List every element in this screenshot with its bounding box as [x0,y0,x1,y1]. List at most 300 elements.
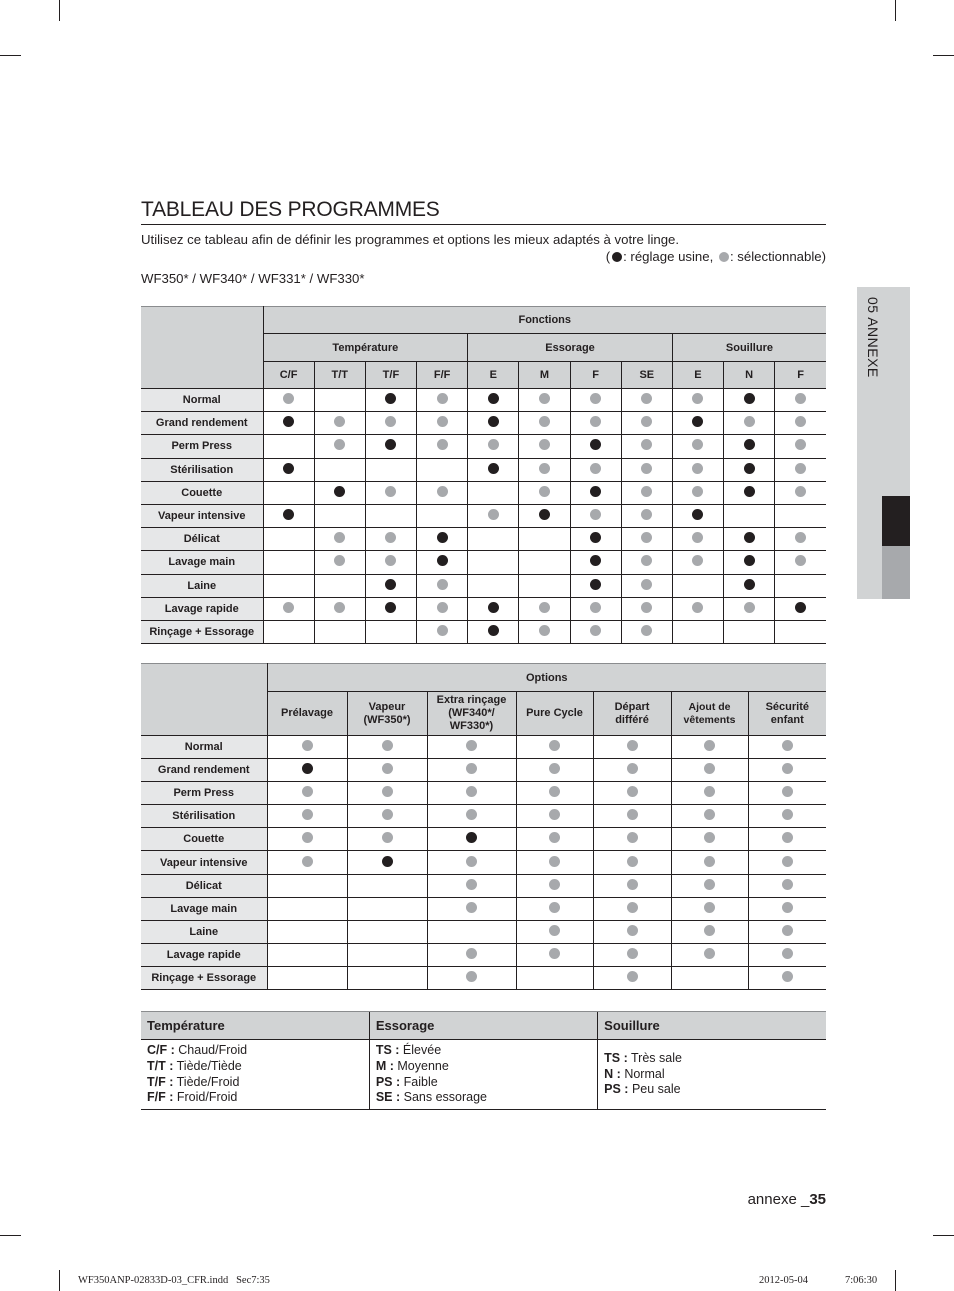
model-list: WF350* / WF340* / WF331* / WF330* [141,271,365,286]
table-row [141,551,826,574]
table-cell [365,435,416,458]
selectable-dot-icon [704,832,715,843]
factory-setting-dot-icon [437,555,448,566]
table-cell [314,412,365,435]
table-cell [468,574,519,597]
key-code: C/F : [147,1043,175,1058]
table-cell [263,481,314,504]
column-header: T/F [365,362,416,389]
table-cell [570,389,621,412]
selectable-dot-icon [539,625,550,636]
program-label: Délicat [141,874,267,897]
factory-setting-dot-icon [744,486,755,497]
factory-setting-dot-icon [466,832,477,843]
table-cell [724,574,775,597]
selectable-dot-icon [466,809,477,820]
selectable-dot-icon [466,786,477,797]
table-cell [468,597,519,620]
table-cell [671,943,748,966]
table-cell [621,528,672,551]
table-cell [775,528,826,551]
table-cell [347,782,427,805]
table-cell [671,966,748,989]
factory-setting-dot-icon [539,509,550,520]
table-cell [748,805,826,828]
key-code: M : [375,1058,394,1073]
table-cell [593,943,671,966]
table-cell [516,920,593,943]
key-header-temperature: Température [141,1012,369,1040]
table-cell [519,597,570,620]
table-cell [267,828,347,851]
factory-setting-dot-icon [385,393,396,404]
key-meaning: Chaud/Froid [178,1043,248,1058]
table-row [141,597,826,620]
table-cell [516,966,593,989]
column-header: F [775,362,826,389]
table-row [141,920,826,943]
table-cell [267,966,347,989]
table-row [141,782,826,805]
program-label: Laine [141,574,263,597]
selectable-dot-icon [437,602,448,613]
table-cell [593,874,671,897]
key-meaning: Normal [624,1066,665,1081]
crop-mark [59,1270,60,1291]
crop-mark [933,1235,954,1236]
table-cell [516,943,593,966]
selectable-dot-icon [641,532,652,543]
factory-setting-dot-icon [334,486,345,497]
key-meaning: Peu sale [631,1082,681,1097]
selectable-dot-icon [549,763,560,774]
program-label: Rinçage + Essorage [141,620,263,643]
selectable-dot-icon [641,555,652,566]
table-cell [427,966,516,989]
key-code: PS : [375,1074,401,1089]
table-row [141,435,826,458]
table-cell [519,412,570,435]
key-entry [147,1059,363,1075]
functions-body [141,389,826,644]
table-cell [427,736,516,759]
selectable-dot-icon [549,856,560,867]
table-cell [427,920,516,943]
selectable-dot-icon [539,393,550,404]
key-column [598,1040,826,1110]
selectable-dot-icon [692,602,703,613]
table-row [141,528,826,551]
selectable-dot-icon [382,809,393,820]
table-corner [141,307,263,389]
factory-setting-dot-icon [488,416,499,427]
table-cell [427,759,516,782]
key-column [369,1040,597,1110]
factory-setting-dot-icon [692,509,703,520]
table-cell [724,504,775,527]
factory-setting-dot-icon [744,555,755,566]
factory-setting-dot-icon [283,416,294,427]
selectable-dot-icon [437,439,448,450]
key-header-souillure: Souillure [598,1012,826,1040]
table-cell [621,435,672,458]
table-cell [672,574,723,597]
table-cell [468,389,519,412]
selectable-dot-icon [782,763,793,774]
table-row [141,412,826,435]
selectable-dot-icon [782,925,793,936]
page-title: TABLEAU DES PROGRAMMES [141,198,826,225]
table-row [141,759,826,782]
table-cell [516,782,593,805]
group-header-essorage: Essorage [468,334,673,362]
selectable-dot-icon [385,416,396,427]
key-entry [604,1067,820,1083]
key-entry [376,1043,591,1059]
table-cell [347,920,427,943]
table-cell [748,828,826,851]
factory-setting-dot-icon [590,532,601,543]
functions-table [141,306,826,644]
table-cell [570,551,621,574]
selectable-dot-icon [704,740,715,751]
table-cell [672,528,723,551]
factory-setting-dot-icon [488,602,499,613]
selectable-dot-icon [549,925,560,936]
selectable-dot-icon [627,856,638,867]
slug-date: 2012-05-04 [759,1275,808,1286]
table-cell [516,874,593,897]
key-meaning: Élevée [402,1043,442,1058]
table-cell [347,805,427,828]
table-cell [263,574,314,597]
column-header: SE [621,362,672,389]
table-cell [775,481,826,504]
table-cell [621,458,672,481]
table-cell [748,759,826,782]
selectable-dot-icon [782,879,793,890]
selectable-dot-icon [302,832,313,843]
key-meaning: Tiède/Tiède [176,1058,242,1073]
crop-mark [933,55,954,56]
table-cell [570,574,621,597]
table-cell [347,943,427,966]
table-cell [671,897,748,920]
table-cell [427,805,516,828]
selectable-dot-icon [744,602,755,613]
program-label: Stérilisation [141,458,263,481]
factory-setting-dot-icon [590,439,601,450]
factory-setting-dot-icon [488,625,499,636]
program-label: Vapeur intensive [141,851,267,874]
table-cell [519,458,570,481]
selectable-dot-icon [627,948,638,959]
section-tab-strip [882,546,910,599]
table-cell [593,782,671,805]
factory-setting-dot-icon [590,555,601,566]
table-cell [468,620,519,643]
table-cell [570,481,621,504]
selectable-dot-icon [283,393,294,404]
selectable-dot-icon [466,740,477,751]
table-cell [417,620,468,643]
section-tab-label: 05 ANNEXE [865,297,881,378]
table-cell [672,412,723,435]
table-cell [519,574,570,597]
selectable-dot-icon [590,602,601,613]
selectable-dot-icon [641,463,652,474]
selectable-dot-icon [627,902,638,913]
table-cell [263,458,314,481]
table-cell [427,851,516,874]
options-header: Options [267,664,826,692]
selectable-dot-icon [466,948,477,959]
table-cell [671,828,748,851]
table-cell [748,736,826,759]
key-code: N : [604,1066,621,1081]
column-header: E [672,362,723,389]
table-cell [417,458,468,481]
table-cell [672,458,723,481]
option-column-header: Sécurité enfant [748,692,826,736]
selectable-dot-icon [549,809,560,820]
slug-file: WF350ANP-02833D-03_CFR.indd Sec7:35 [78,1275,270,1286]
table-cell [593,966,671,989]
selectable-dot-icon [382,832,393,843]
group-header-temperature: Température [263,334,468,362]
selectable-dot-icon [641,393,652,404]
table-cell [427,897,516,920]
selectable-dot-icon [795,393,806,404]
table-cell [314,504,365,527]
table-cell [417,528,468,551]
table-cell [347,759,427,782]
program-label: Lavage rapide [141,943,267,966]
table-cell [417,412,468,435]
table-row [141,620,826,643]
table-cell [724,389,775,412]
table-cell [427,874,516,897]
table-cell [671,805,748,828]
table-cell [671,851,748,874]
table-cell [570,504,621,527]
option-column-header: Pure Cycle [516,692,593,736]
key-code: T/T : [147,1058,174,1073]
selectable-dot-icon [692,555,703,566]
selectable-dot-icon [692,486,703,497]
table-cell [417,481,468,504]
table-cell [267,782,347,805]
option-column-header: Prélavage [267,692,347,736]
table-cell [519,481,570,504]
selectable-dot-icon [782,786,793,797]
table-cell [724,458,775,481]
selectable-dot-icon [704,879,715,890]
table-cell [347,966,427,989]
table-cell [519,504,570,527]
selectable-dot-icon [437,486,448,497]
table-cell [314,597,365,620]
table-cell [516,897,593,920]
table-cell [427,828,516,851]
selectable-dot-icon [334,416,345,427]
selectable-dot-icon [704,925,715,936]
table-cell [775,551,826,574]
column-header: F/F [417,362,468,389]
selectable-dot-icon [382,786,393,797]
selectable-dot-icon [590,509,601,520]
selectable-dot-icon [590,463,601,474]
table-cell [775,435,826,458]
table-cell [314,481,365,504]
key-meaning: Sans essorage [403,1090,488,1105]
table-cell [593,736,671,759]
table-cell [570,435,621,458]
table-cell [671,736,748,759]
table-cell [468,504,519,527]
legend-open: ( [605,249,611,264]
table-cell [263,389,314,412]
factory-setting-dot-icon [590,486,601,497]
key-meaning: Tiède/Froid [176,1074,240,1089]
table-cell [570,620,621,643]
key-column [141,1040,369,1110]
table-cell [267,897,347,920]
selectable-dot-icon [385,532,396,543]
table-cell [672,389,723,412]
table-cell [314,458,365,481]
selectable-dot-icon [627,925,638,936]
selectable-dot-icon [641,602,652,613]
key-code: TS : [604,1051,628,1066]
key-code: TS : [375,1043,400,1058]
selectable-dot-icon [466,856,477,867]
table-row [141,458,826,481]
table-cell [468,412,519,435]
table-cell [263,620,314,643]
option-column-header: Extra rinçage (WF340*/ WF330*) [427,692,516,736]
key-header-essorage: Essorage [369,1012,597,1040]
selectable-dot-icon [466,971,477,982]
selectable-dot-icon [782,971,793,982]
table-cell [365,574,416,597]
selectable-dot-icon [692,463,703,474]
table-cell [724,412,775,435]
selectable-dot-icon [302,740,313,751]
selectable-dot-icon [627,879,638,890]
factory-setting-dot-icon [590,579,601,590]
table-cell [347,828,427,851]
table-cell [748,943,826,966]
factory-setting-dot-icon [385,602,396,613]
selectable-dot-icon [692,532,703,543]
key-meaning: Froid/Froid [176,1090,238,1105]
selectable-dot-icon [704,948,715,959]
table-cell [417,504,468,527]
table-cell [621,481,672,504]
selectable-dot-icon [795,532,806,543]
selectable-dot-icon [539,486,550,497]
selectable-dot-icon [437,393,448,404]
table-cell [468,481,519,504]
selectable-dot-icon [283,602,294,613]
factory-dot-icon [612,252,622,262]
table-cell [263,412,314,435]
factory-setting-dot-icon [744,463,755,474]
selectable-dot-icon [382,763,393,774]
selectable-dot-icon [302,809,313,820]
column-header: M [519,362,570,389]
table-cell [671,874,748,897]
selectable-dot-icon [782,948,793,959]
selectable-dot-icon [302,856,313,867]
selectable-dot-icon [437,625,448,636]
crop-mark [0,1235,21,1236]
options-table [141,663,826,990]
program-label: Grand rendement [141,759,267,782]
selectable-dot-icon [549,786,560,797]
table-cell [347,736,427,759]
selectable-dot-icon [782,809,793,820]
table-cell [724,597,775,620]
table-cell [417,435,468,458]
table-cell [365,551,416,574]
crop-mark [895,0,896,21]
table-cell [593,828,671,851]
selectable-dot-icon [719,252,729,262]
selectable-dot-icon [334,439,345,450]
program-label: Délicat [141,528,263,551]
slug-time: 7:06:30 [845,1275,878,1286]
key-code: T/F : [147,1074,174,1089]
functions-header: Fonctions [263,307,826,334]
selectable-dot-icon [488,439,499,450]
dot-legend [141,249,826,265]
program-label: Perm Press [141,782,267,805]
table-cell [314,574,365,597]
table-cell [672,504,723,527]
factory-setting-dot-icon [302,763,313,774]
selectable-dot-icon [704,856,715,867]
selectable-dot-icon [692,439,703,450]
selectable-dot-icon [539,439,550,450]
selectable-dot-icon [704,786,715,797]
table-cell [365,389,416,412]
selectable-dot-icon [382,740,393,751]
table-cell [365,597,416,620]
selectable-dot-icon [466,902,477,913]
selectable-dot-icon [334,555,345,566]
table-cell [775,574,826,597]
section-tab-marker [882,496,910,546]
table-cell [671,920,748,943]
table-cell [417,389,468,412]
table-cell [417,574,468,597]
table-row [141,805,826,828]
table-cell [314,528,365,551]
table-cell [267,759,347,782]
table-cell [263,504,314,527]
table-cell [672,435,723,458]
crop-mark [0,55,21,56]
crop-mark [895,1270,896,1291]
factory-setting-dot-icon [692,416,703,427]
program-label: Stérilisation [141,805,267,828]
table-cell [519,435,570,458]
table-cell [468,458,519,481]
table-cell [365,528,416,551]
table-cell [671,759,748,782]
